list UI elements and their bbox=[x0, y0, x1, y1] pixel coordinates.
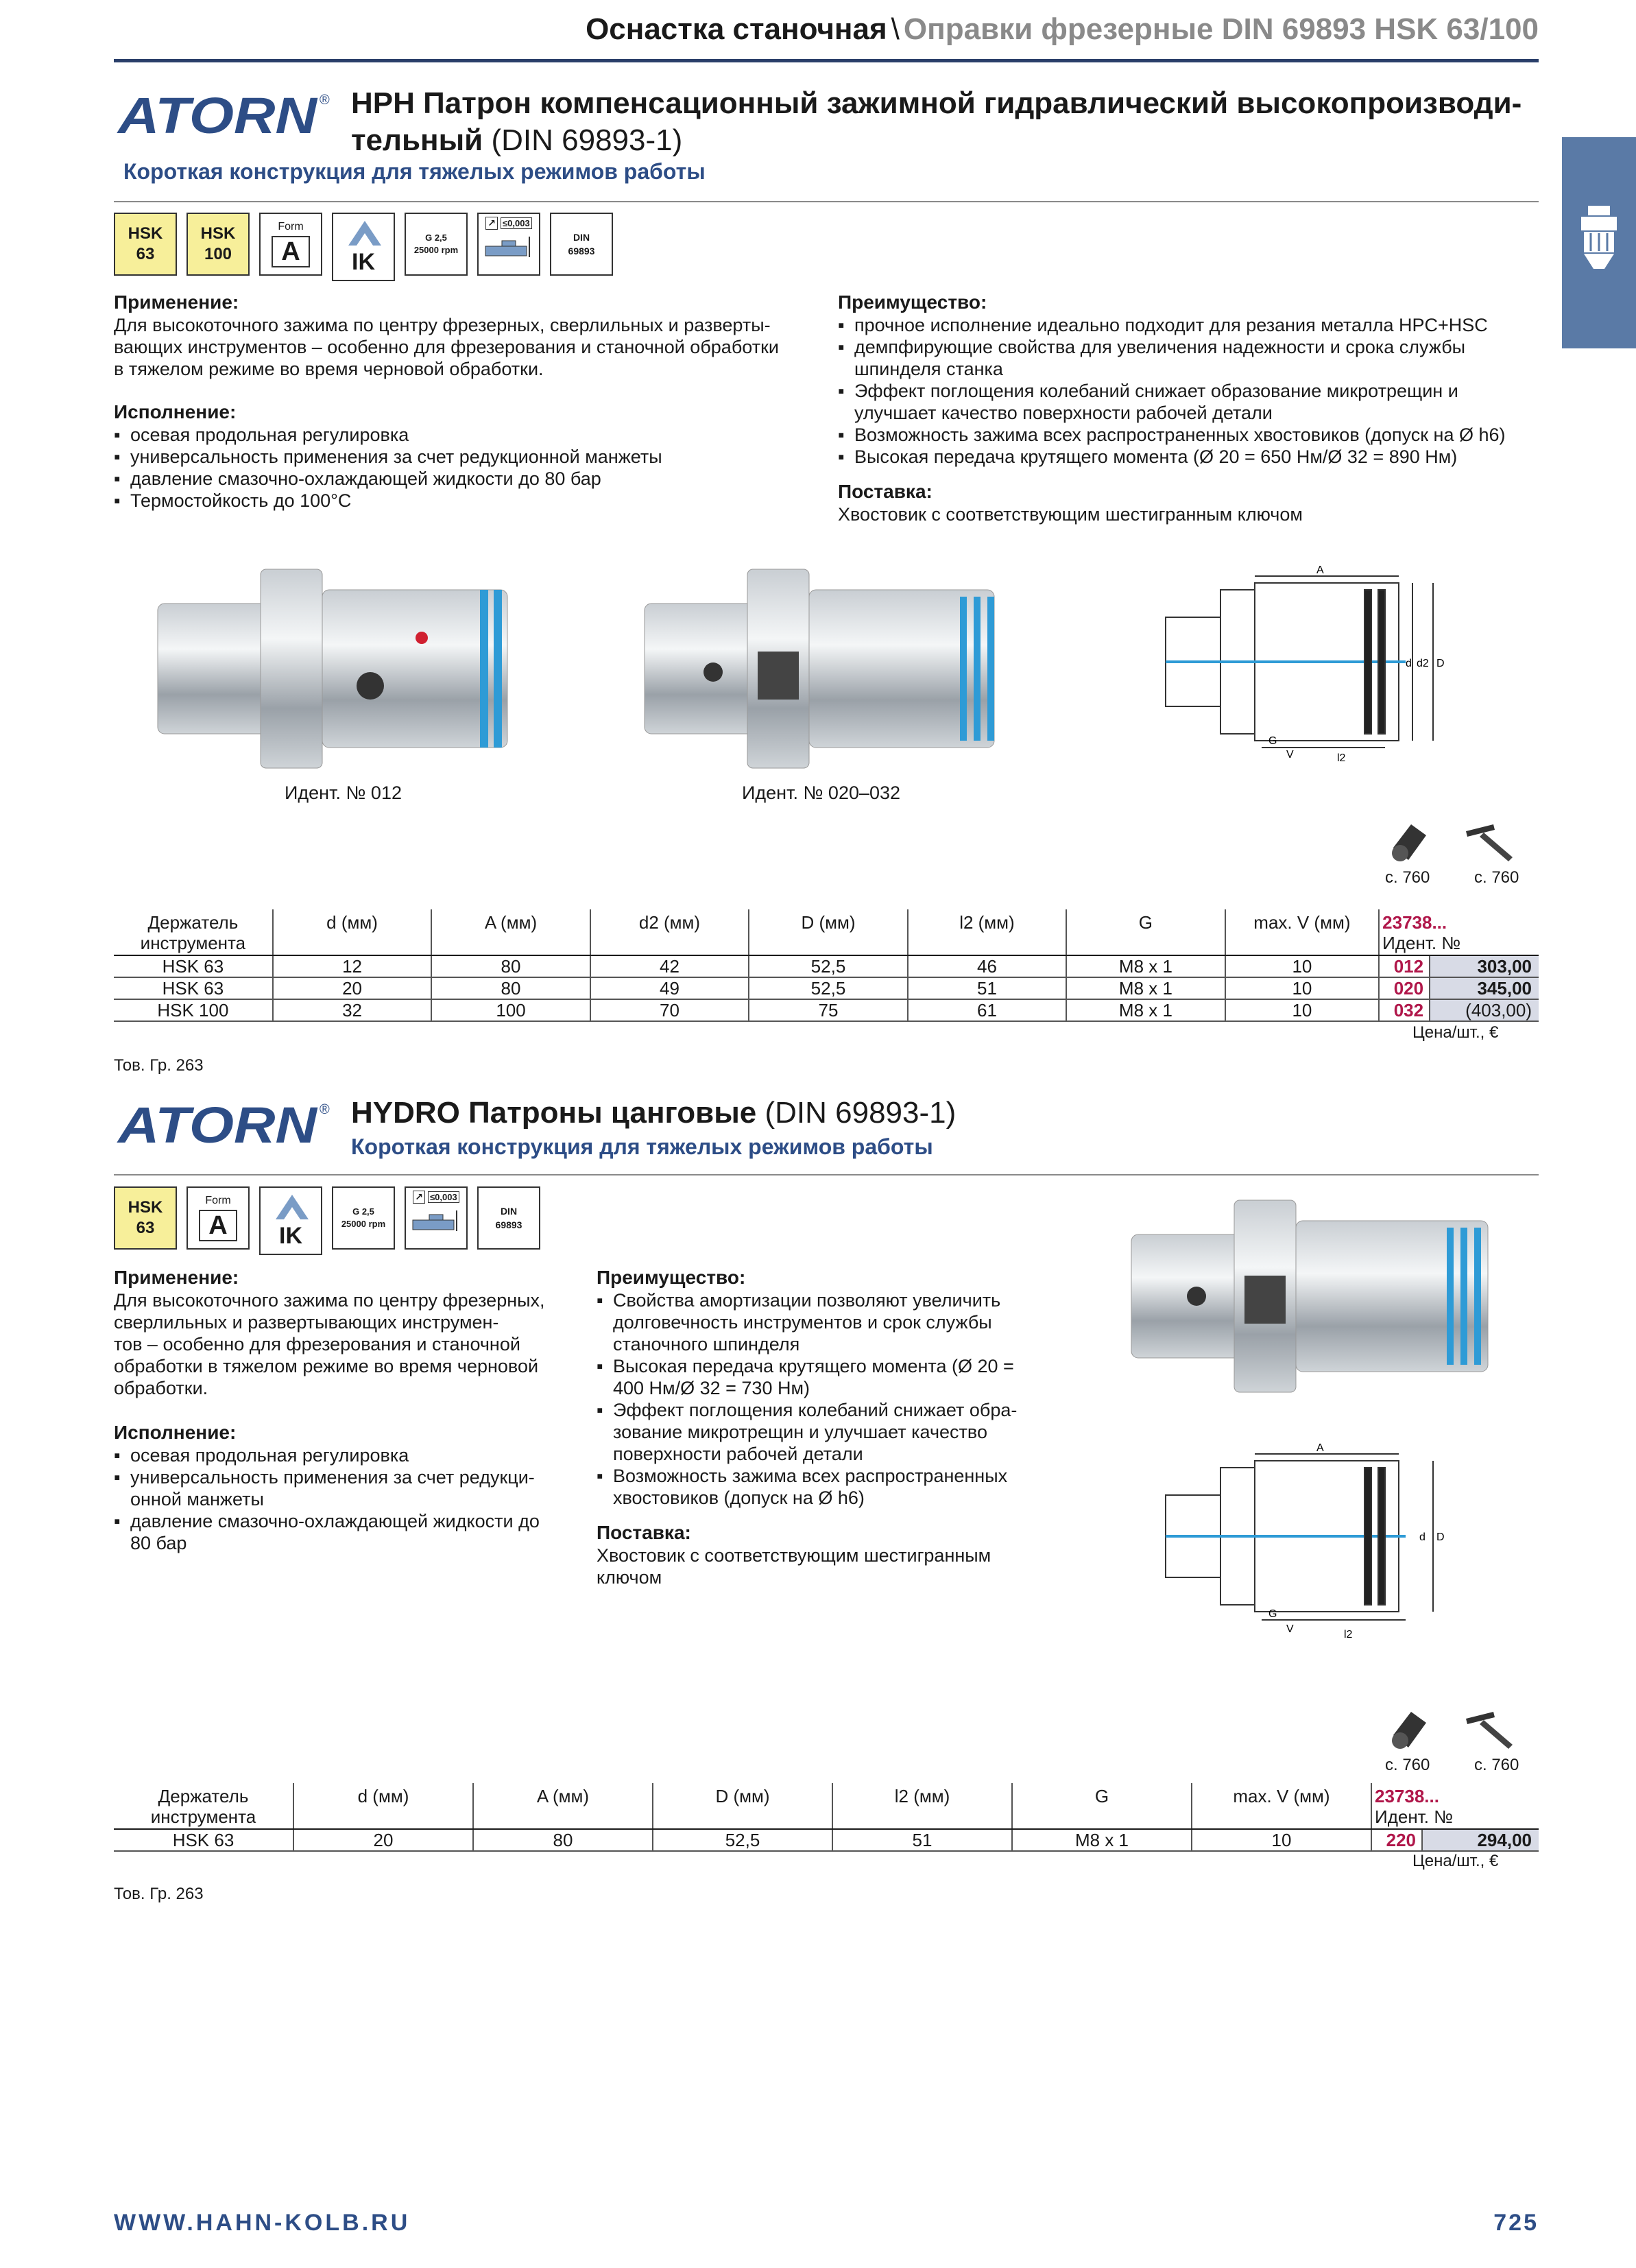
col-header: l2 (мм) bbox=[832, 1783, 1012, 1829]
advantage-line: Эффект поглощения колебаний снижает обра- bbox=[613, 1400, 1018, 1420]
ident-number[interactable]: 032 bbox=[1379, 999, 1430, 1021]
balance-badge bbox=[332, 1186, 395, 1250]
table-row[interactable] bbox=[114, 955, 1539, 977]
header-category: Оснастка станочная bbox=[586, 12, 887, 46]
product1-badges bbox=[114, 213, 613, 281]
advantage-line: зование микротрещин и улучшает качество bbox=[613, 1422, 987, 1442]
badge-line: Form bbox=[278, 221, 304, 232]
caption-012: Идент. № 012 bbox=[285, 783, 402, 803]
advantage-line: Высокая передача крутящего момента (Ø 20 = 650 Нм/Ø 32 = 890 Нм) bbox=[854, 446, 1458, 467]
table-cell: 51 bbox=[908, 977, 1066, 999]
col-header-text: Держатель bbox=[158, 1786, 249, 1806]
badge-line: 69893 bbox=[495, 1219, 522, 1230]
col-header: max. V (мм) bbox=[1192, 1783, 1371, 1829]
ident-number[interactable]: 020 bbox=[1379, 977, 1430, 999]
runout-badge bbox=[405, 1186, 468, 1250]
table-cell: M8 x 1 bbox=[1066, 999, 1225, 1021]
advantage-item bbox=[838, 336, 1544, 380]
col-header: d (мм) bbox=[293, 1783, 473, 1829]
table-cell: 100 bbox=[431, 999, 590, 1021]
application-line: тов – особенно для фрезерования и станочной bbox=[114, 1334, 520, 1354]
badge-line: DIN bbox=[573, 232, 590, 243]
runout-arrow-icon: ↗ bbox=[413, 1191, 425, 1204]
table-row[interactable] bbox=[114, 999, 1539, 1021]
design-item bbox=[114, 1466, 580, 1510]
design-item: ▪ осевая продольная регулировка bbox=[114, 424, 827, 446]
hsk100-badge bbox=[187, 213, 250, 276]
advantage-line: поверхности рабочей детали bbox=[613, 1444, 863, 1464]
design-item bbox=[114, 1444, 580, 1466]
advantage-line: прочное исполнение идеально подходит для резания металла HPC+HSC bbox=[854, 315, 1488, 335]
table-cell: 70 bbox=[590, 999, 749, 1021]
col-header: D (мм) bbox=[653, 1783, 832, 1829]
svg-text:®: ® bbox=[320, 93, 330, 108]
dim-label-g: G bbox=[1268, 735, 1277, 747]
dim-label-l2: l2 bbox=[1337, 752, 1346, 764]
dim-label-big-d: D bbox=[1436, 1531, 1445, 1543]
product1-application bbox=[114, 291, 827, 380]
article-prefix: 23738... bbox=[1375, 1786, 1439, 1806]
runout-drawing-icon bbox=[481, 230, 536, 264]
col-header: l2 (мм) bbox=[908, 909, 1066, 955]
design-line: давление смазочно-охлаждающей жидкости до bbox=[130, 1511, 540, 1531]
table-cell: HSK 100 bbox=[114, 999, 273, 1021]
badge-line: 63 bbox=[136, 245, 155, 263]
table-cell: HSK 63 bbox=[114, 977, 273, 999]
badge-line: 25000 rpm bbox=[341, 1219, 386, 1229]
advantage-heading: Преимущество: bbox=[838, 291, 987, 313]
t-wrench-icon bbox=[1459, 1705, 1521, 1753]
advantage-item bbox=[838, 380, 1544, 424]
price-cell: 303,00 bbox=[1430, 955, 1539, 977]
product1-rule bbox=[114, 201, 1539, 202]
advantage-line: 400 Нм/Ø 32 = 730 Нм) bbox=[613, 1378, 810, 1398]
t-wrench-icon bbox=[1459, 817, 1521, 866]
coolant-icon bbox=[273, 1192, 311, 1222]
badge-line: DIN bbox=[500, 1206, 518, 1217]
advantage-item bbox=[597, 1465, 1049, 1509]
advantage-line: демпфирующие свойства для увеличения надежности и срока службы bbox=[854, 337, 1466, 357]
dim-label-v: V bbox=[1286, 1623, 1294, 1635]
product1-technical-drawing bbox=[1159, 562, 1460, 768]
table-cell: HSK 63 bbox=[114, 955, 273, 977]
table-cell: 51 bbox=[832, 1829, 1012, 1851]
application-line: обработки в тяжелом режиме во время черновой bbox=[114, 1356, 539, 1376]
col-header: D (мм) bbox=[749, 909, 907, 955]
ident-label: Идент. № bbox=[1375, 1806, 1454, 1827]
product2-title-norm: (DIN 69893-1) bbox=[765, 1096, 957, 1130]
badge-line: IK bbox=[279, 1223, 302, 1249]
product2-table bbox=[114, 1783, 1539, 1852]
delivery-heading: Поставка: bbox=[838, 481, 933, 502]
badge-line: 69893 bbox=[568, 246, 595, 256]
product1-title-norm: (DIN 69893-1) bbox=[491, 123, 683, 157]
badge-line: HSK bbox=[200, 224, 236, 243]
product2-technical-drawing bbox=[1159, 1440, 1460, 1646]
hsk63-badge bbox=[114, 1186, 177, 1250]
advantage-item bbox=[597, 1355, 1049, 1399]
table-cell: 42 bbox=[590, 955, 749, 977]
table-cell: 80 bbox=[431, 977, 590, 999]
din-badge bbox=[477, 1186, 540, 1250]
table-cell: HSK 63 bbox=[114, 1829, 293, 1851]
dim-label-g: G bbox=[1268, 1608, 1277, 1620]
header-separator: \ bbox=[891, 12, 900, 46]
table-cell: 20 bbox=[293, 1829, 473, 1851]
delivery-text: Хвостовик с соответствующим шестигранным bbox=[597, 1545, 991, 1566]
design-line: осевая продольная регулировка bbox=[130, 1445, 409, 1466]
table-cell: M8 x 1 bbox=[1066, 955, 1225, 977]
design-line: универсальность применения за счет редукци- bbox=[130, 1467, 535, 1488]
caption-020-032: Идент. № 020–032 bbox=[742, 783, 901, 803]
ident-label: Идент. № bbox=[1382, 933, 1461, 953]
price-cell: (403,00) bbox=[1430, 999, 1539, 1021]
advantage-line: хвостовиков (допуск на Ø h6) bbox=[613, 1488, 865, 1508]
badge-line: ≤0,003 bbox=[428, 1191, 459, 1203]
application-line: сверлильных и развертывающих инструмен- bbox=[114, 1312, 499, 1333]
product-group: Тов. Гр. 263 bbox=[114, 1885, 204, 1903]
advantage-line: Возможность зажима всех распространенных bbox=[613, 1466, 1008, 1486]
application-line: обработки. bbox=[114, 1378, 208, 1398]
delivery-heading: Поставка: bbox=[597, 1522, 691, 1543]
advantage-line: Свойства амортизации позволяют увеличить bbox=[613, 1290, 1001, 1311]
product1-image-020-032 bbox=[638, 562, 1022, 775]
table-cell: 12 bbox=[273, 955, 431, 977]
col-header: A (мм) bbox=[431, 909, 590, 955]
badge-line: G 2,5 bbox=[425, 232, 447, 243]
table-cell: 10 bbox=[1225, 955, 1380, 977]
product2-title bbox=[351, 1095, 1517, 1132]
accessory-page-ref[interactable]: с. 760 bbox=[1474, 868, 1519, 887]
advantage-item bbox=[597, 1289, 1049, 1355]
application-heading: Применение: bbox=[114, 1267, 239, 1288]
dim-label-l2: l2 bbox=[1344, 1629, 1353, 1640]
dim-label-a: A bbox=[1316, 1442, 1324, 1454]
badge-line: 100 bbox=[204, 245, 232, 263]
product2-title-bold: HYDRO Патроны цанговые bbox=[351, 1096, 757, 1130]
article-prefix: 23738... bbox=[1382, 912, 1447, 933]
table-cell: 10 bbox=[1225, 999, 1380, 1021]
badge-line: Form bbox=[205, 1195, 231, 1206]
balance-badge bbox=[405, 213, 468, 276]
ident-number[interactable]: 220 bbox=[1371, 1829, 1422, 1851]
accessory-page-ref[interactable]: с. 760 bbox=[1385, 868, 1430, 887]
price-cell: 294,00 bbox=[1422, 1829, 1539, 1851]
article-header bbox=[1371, 1783, 1539, 1829]
table-row[interactable] bbox=[114, 977, 1539, 999]
page-header bbox=[0, 12, 1539, 47]
table-cell: 61 bbox=[908, 999, 1066, 1021]
badge-line: A bbox=[199, 1210, 237, 1241]
advantage-item bbox=[838, 424, 1544, 446]
product1-title bbox=[351, 85, 1544, 159]
runout-drawing-icon bbox=[409, 1204, 464, 1238]
table-cell: M8 x 1 bbox=[1012, 1829, 1192, 1851]
badge-line: A bbox=[272, 236, 310, 267]
table-cell: 20 bbox=[273, 977, 431, 999]
advantage-line: станочного шпинделя bbox=[613, 1334, 800, 1354]
ik-badge bbox=[332, 213, 395, 281]
col-header-text: инструмента bbox=[150, 1806, 256, 1827]
product2-image bbox=[1124, 1193, 1508, 1399]
col-header: G bbox=[1066, 909, 1225, 955]
advantage-item bbox=[597, 1399, 1049, 1465]
product1-image-012 bbox=[151, 562, 535, 775]
advantage-line: долговечность инструментов и срок службы bbox=[613, 1312, 992, 1333]
header-subcategory: Оправки фрезерные DIN 69893 HSK 63/100 bbox=[903, 12, 1539, 46]
hsk63-badge bbox=[114, 213, 177, 276]
col-header: A (мм) bbox=[473, 1783, 653, 1829]
dim-label-d: d bbox=[1419, 1531, 1426, 1543]
product1-table bbox=[114, 909, 1539, 1022]
col-header-text: Держатель bbox=[147, 912, 239, 933]
advantage-line: Возможность зажима всех распространенных хвостовиков (допуск на Ø h6) bbox=[854, 425, 1506, 445]
product1-design bbox=[114, 401, 827, 512]
table-cell: 52,5 bbox=[749, 977, 907, 999]
logo-text: ATORN bbox=[116, 88, 318, 143]
product2-rule bbox=[114, 1174, 1539, 1175]
table-cell: 32 bbox=[273, 999, 431, 1021]
coolant-icon bbox=[346, 218, 384, 248]
ident-number[interactable]: 012 bbox=[1379, 955, 1430, 977]
delivery-text: ключом bbox=[597, 1567, 662, 1588]
design-item bbox=[114, 1510, 580, 1554]
advantage-line: улучшает качество поверхности рабочей детали bbox=[854, 403, 1273, 423]
accessory-page-ref[interactable]: с. 760 bbox=[1385, 1756, 1430, 1774]
header-rule bbox=[114, 59, 1539, 62]
product2-subtitle: Короткая конструкция для тяжелых режимов работы bbox=[351, 1134, 933, 1159]
footer-url[interactable]: WWW.HAHN-KOLB.RU bbox=[114, 2210, 411, 2236]
runout-arrow-icon: ↗ bbox=[485, 217, 498, 230]
price-unit: Цена/шт., € bbox=[1412, 1023, 1499, 1042]
advantage-item bbox=[838, 446, 1544, 468]
product1-title-line2: тельный bbox=[351, 123, 483, 157]
design-heading: Исполнение: bbox=[114, 1422, 237, 1443]
chuck-icon bbox=[1578, 206, 1620, 274]
col-header bbox=[114, 1783, 293, 1829]
dim-label-d2: d2 bbox=[1417, 658, 1429, 669]
col-header: max. V (мм) bbox=[1225, 909, 1380, 955]
product1-title-line1: HPH Патрон компенсационный зажимной гидравлический высокопроизводи- bbox=[351, 86, 1522, 120]
dim-label-big-d: D bbox=[1436, 658, 1445, 669]
advantage-item bbox=[838, 314, 1544, 336]
table-cell: 46 bbox=[908, 955, 1066, 977]
table-cell: 10 bbox=[1225, 977, 1380, 999]
col-header: d (мм) bbox=[273, 909, 431, 955]
accessory-page-ref[interactable]: с. 760 bbox=[1474, 1756, 1519, 1774]
product2-badges bbox=[114, 1186, 540, 1255]
clamping-screw-icon bbox=[1384, 1705, 1432, 1753]
product2-design bbox=[114, 1421, 580, 1554]
advantage-heading: Преимущество: bbox=[597, 1267, 746, 1288]
design-line: онной манжеты bbox=[130, 1489, 264, 1509]
badge-line: 25000 rpm bbox=[413, 245, 459, 255]
dim-label-v: V bbox=[1286, 749, 1294, 761]
table-cell: 52,5 bbox=[749, 955, 907, 977]
badge-line: HSK bbox=[128, 1198, 163, 1217]
svg-text:®: ® bbox=[320, 1102, 330, 1117]
table-cell: 49 bbox=[590, 977, 749, 999]
design-item: ▪ универсальность применения за счет редукционной манжеты bbox=[114, 446, 827, 468]
logo-text: ATORN bbox=[116, 1097, 318, 1152]
clamping-screw-icon bbox=[1384, 817, 1432, 866]
table-cell: 80 bbox=[431, 955, 590, 977]
design-item: ▪ давление смазочно-охлаждающей жидкости до 80 бар bbox=[114, 468, 827, 490]
advantage-line: Эффект поглощения колебаний снижает образование микротрещин и bbox=[854, 381, 1458, 401]
din-badge bbox=[550, 213, 613, 276]
application-heading: Применение: bbox=[114, 291, 239, 313]
delivery-text: Хвостовик с соответствующим шестигранным ключом bbox=[838, 504, 1303, 525]
design-heading: Исполнение: bbox=[114, 401, 237, 422]
table-cell: M8 x 1 bbox=[1066, 977, 1225, 999]
design-line: 80 бар bbox=[130, 1533, 187, 1553]
runout-badge bbox=[477, 213, 540, 276]
page-number: 725 bbox=[1493, 2210, 1539, 2236]
table-row[interactable] bbox=[114, 1829, 1539, 1851]
badge-line: 63 bbox=[136, 1219, 155, 1237]
form-a-badge bbox=[259, 213, 322, 276]
col-header-text: инструмента bbox=[140, 933, 246, 953]
application-line: вающих инструментов – особенно для фрезерования и станочной обработки bbox=[114, 337, 779, 357]
application-line: в тяжелом режиме во время черновой обработки. bbox=[114, 359, 544, 379]
col-header bbox=[114, 909, 273, 955]
badge-line: HSK bbox=[128, 224, 163, 243]
price-unit: Цена/шт., € bbox=[1412, 1852, 1499, 1870]
product-group: Тов. Гр. 263 bbox=[114, 1056, 204, 1075]
col-header: d2 (мм) bbox=[590, 909, 749, 955]
ik-badge bbox=[259, 1186, 322, 1255]
product1-advantages bbox=[838, 291, 1544, 525]
badge-line: IK bbox=[352, 249, 375, 275]
badge-line: ≤0,003 bbox=[501, 217, 532, 229]
badge-line: G 2,5 bbox=[352, 1206, 374, 1217]
dim-label-a: A bbox=[1316, 564, 1324, 576]
article-header bbox=[1379, 909, 1539, 955]
advantage-line: Высокая передача крутящего момента (Ø 20 = bbox=[613, 1356, 1014, 1376]
table-cell: 10 bbox=[1192, 1829, 1371, 1851]
table-cell: 52,5 bbox=[653, 1829, 832, 1851]
product1-subtitle: Короткая конструкция для тяжелых режимов работы bbox=[123, 159, 706, 184]
atorn-logo bbox=[114, 1097, 340, 1152]
table-cell: 80 bbox=[473, 1829, 653, 1851]
design-item: ▪ Термостойкость до 100°C bbox=[114, 490, 827, 512]
price-cell: 345,00 bbox=[1430, 977, 1539, 999]
section-tab[interactable] bbox=[1562, 137, 1636, 348]
advantage-line: шпинделя станка bbox=[854, 359, 1003, 379]
atorn-logo bbox=[114, 88, 340, 143]
product2-application bbox=[114, 1266, 580, 1399]
form-a-badge bbox=[187, 1186, 250, 1250]
product2-advantages bbox=[597, 1266, 1049, 1588]
table-cell: 75 bbox=[749, 999, 907, 1021]
application-line: Для высокоточного зажима по центру фрезерных, сверлильных и разверты- bbox=[114, 315, 771, 335]
dim-label-d: d bbox=[1406, 658, 1412, 669]
application-line: Для высокоточного зажима по центру фрезерных, bbox=[114, 1290, 545, 1311]
col-header: G bbox=[1012, 1783, 1192, 1829]
